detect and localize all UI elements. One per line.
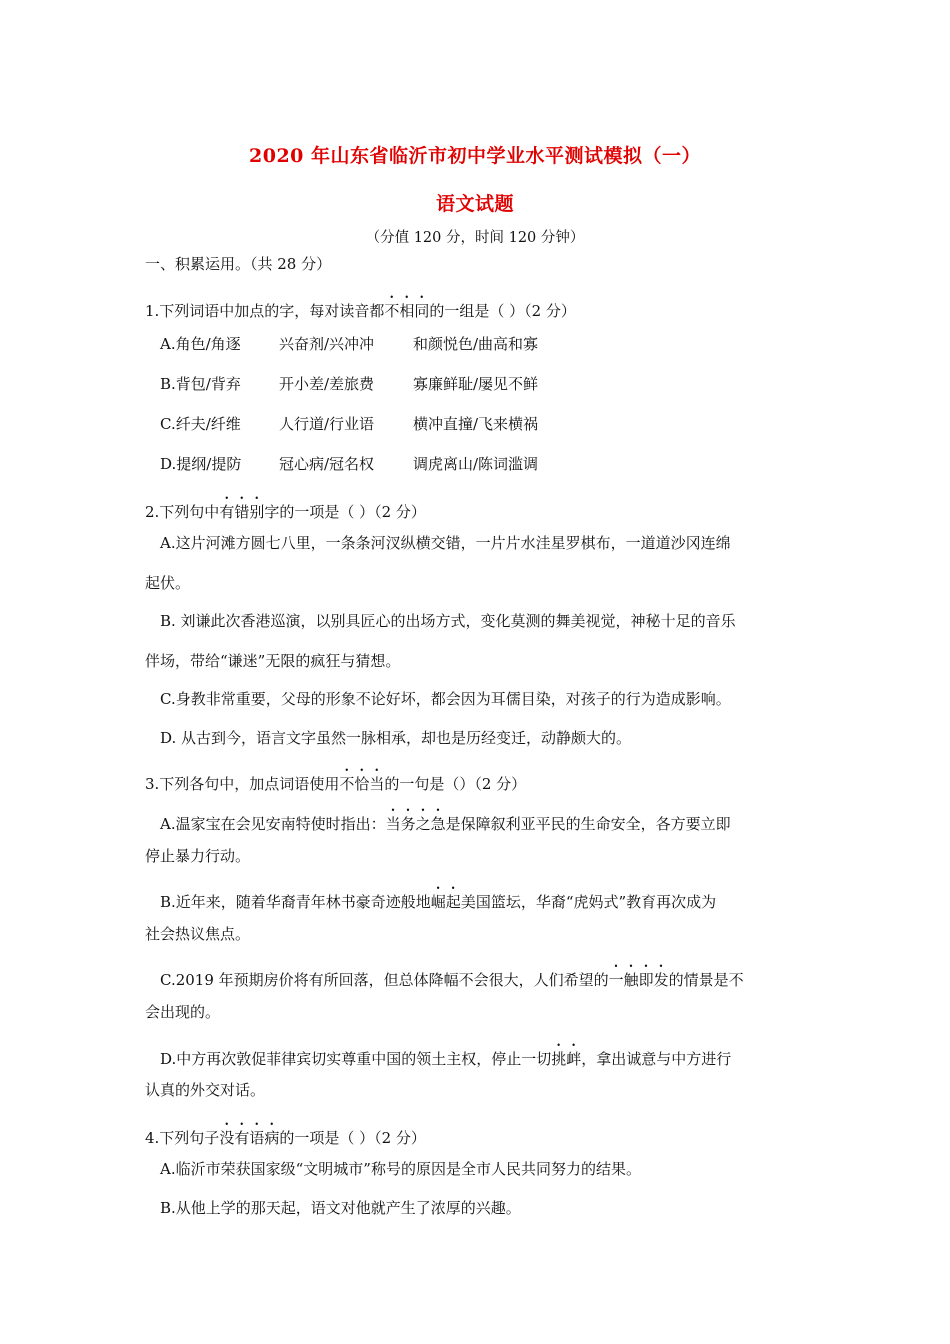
q2-option-d: D. 从古到今，语言文字虽然一脉相承，却也是历经变迁，动静颇大的。 [160,729,632,747]
option-cell: 寡廉鲜耻/屡见不鲜 [413,375,539,393]
option-cell: C.纤夫/纤维 [160,415,241,433]
option-emphasis: 挑衅 [551,1050,582,1068]
option-cell: 冠心病/冠名权 [279,455,375,473]
option-text: 是保障叙利亚平民的生命安全，各方要立即 [445,815,731,833]
q1-option-c [0,413,950,433]
question-2-emphasis: 有错别 [219,503,265,521]
option-text: ，拿出诚意与中方进行 [581,1050,732,1068]
q1-option-d [0,453,950,473]
option-emphasis: 当务之急 [385,815,446,833]
question-4-text-end: 的一项是（ ）（2 分） [279,1129,426,1147]
question-4-text: 4.下列句子 [145,1129,220,1147]
question-4-emphasis: 没有语病 [219,1129,280,1147]
question-1-emphasis: 不相同 [384,302,430,320]
option-text: 的情景是不 [668,971,744,989]
option-cell: A.角色/角逐 [160,335,241,353]
question-4 [145,1120,426,1148]
q2-option-b-line2: 伴场，带给“谦迷”无限的疯狂与猜想。 [145,652,401,670]
question-2-text: 2.下列句中 [145,503,220,521]
q1-option-b [0,373,950,393]
option-cell: D.提纲/提防 [160,455,242,473]
question-3-text: 3.下列各句中，加点词语使用 [145,775,340,793]
option-cell: B.背包/背弃 [160,375,241,393]
q2-option-a-line2: 起伏。 [145,574,191,592]
question-1-text: 1.下列词语中加点的字，每对读音都 [145,302,385,320]
option-cell: 和颜悦色/曲高和寡 [413,335,539,353]
q4-option-b: B.从他上学的那天起，语文对他就产生了浓厚的兴趣。 [160,1199,521,1217]
q2-option-a-line1: A.这片河滩方圆七八里，一条条河汊纵横交错，一片片水洼星罗棋布，一道道沙冈连绵 [160,534,731,552]
option-emphasis: 崛起 [430,893,461,911]
q3-option-b-line1 [160,884,716,912]
question-3-emphasis: 不恰当 [339,775,385,793]
option-cell: 开小差/差旅费 [279,375,375,393]
q3-option-c-line2: 会出现的。 [145,1003,221,1021]
question-3-text-end: 的一句是（）（2 分） [384,775,527,793]
q3-option-c-line1 [160,962,744,990]
question-1 [145,293,576,321]
option-text: B.近年来，随着华裔青年林书豪奇迹般地 [160,893,431,911]
option-cell: 人行道/行业语 [279,415,375,433]
question-2 [145,494,426,522]
option-cell: 调虎离山/陈词滥调 [413,455,539,473]
option-text: D.中方再次敦促菲律宾切实尊重中国的领土主权，停止一切 [160,1050,552,1068]
q3-option-b-line2: 社会热议焦点。 [145,925,251,943]
q2-option-c: C.身教非常重要，父母的形象不论好坏，都会因为耳儒目染，对孩子的行为造成影响。 [160,690,731,708]
q3-option-d-line1 [160,1041,731,1069]
option-text: A.温家宝在会见安南特使时指出： [160,815,386,833]
exam-title: 2020 年山东省临沂市初中学业水平测试模拟（一） [249,145,701,167]
question-2-text-end: 字的一项是（ ）（2 分） [264,503,426,521]
q3-option-d-line2: 认真的外交对话。 [145,1081,266,1099]
q2-option-b-line1: B. 刘谦此次香港巡演，以别具匠心的出场方式，变化莫测的舞美视觉，神秘十足的音乐 [160,612,736,630]
exam-subtitle: 语文试题 [435,193,514,215]
option-cell: 兴奋剂/兴冲冲 [279,335,375,353]
question-1-text-end: 的一组是（ ）（2 分） [429,302,576,320]
exam-meta: （分值 120 分，时间 120 分钟） [365,230,585,246]
q3-option-a-line1 [160,806,731,834]
option-text: C.2019 年预期房价将有所回落，但总体降幅不会很大，人们希望的 [160,971,609,989]
option-text: 美国篮坛，华裔“虎妈式”教育再次成为 [460,893,717,911]
q4-option-a: A.临沂市荣获国家级“文明城市”称号的原因是全市人民共同努力的结果。 [160,1160,641,1178]
q1-option-a [0,333,950,353]
option-emphasis: 一触即发 [608,971,669,989]
q3-option-a-line2: 停止暴力行动。 [145,847,251,865]
question-3 [145,766,526,794]
option-cell: 横冲直撞/飞来横祸 [413,415,539,433]
section-heading: 一、积累运用。（共 28 分） [145,255,332,273]
